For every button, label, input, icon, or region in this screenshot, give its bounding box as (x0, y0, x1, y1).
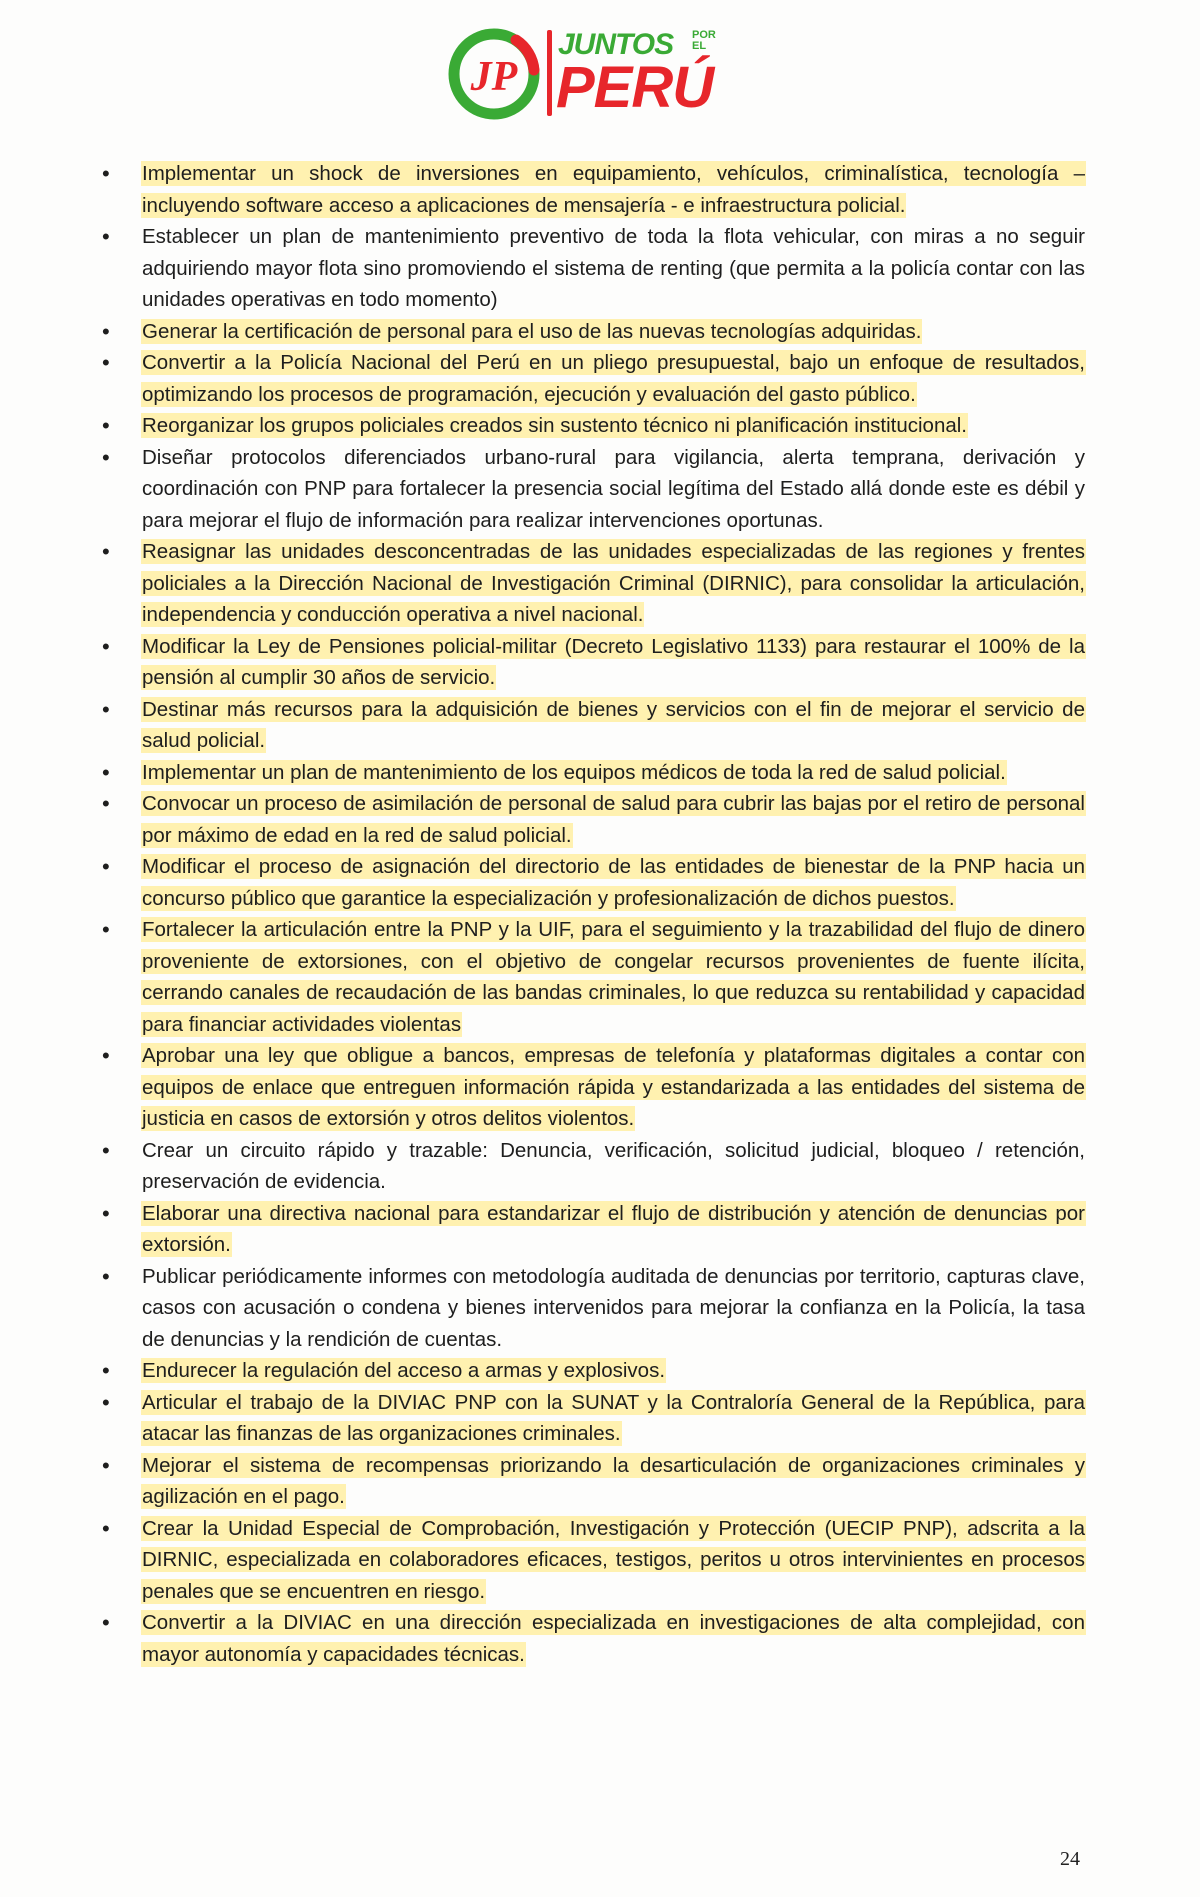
list-item-text: Reorganizar los grupos policiales creados sin sustento técnico ni planificación institucional. (142, 414, 968, 437)
list-item (100, 1135, 1085, 1198)
list-item (100, 347, 1085, 410)
bullet-icon: • (102, 1452, 110, 1478)
list-item-text-block (142, 1198, 1085, 1261)
bullet-icon: • (102, 1358, 110, 1383)
list-item-text: Diseñar protocolos diferenciados urbano-rural para vigilancia, alerta temprana, derivación y coordinación con PNP para fortalecer la presencia social legítima del Estado allá donde este es débil y para mejorar el flujo de información para realizar intervenciones oportunas. (142, 445, 1085, 532)
list-item-text-block (142, 1355, 1085, 1387)
list-item-text: Mejorar el sistema de recompensas priorizando la desarticulación de organizaciones criminales y agilización en el pago. (142, 1453, 1085, 1508)
list-item (100, 316, 1085, 348)
list-item (100, 442, 1085, 537)
list-item-text: Modificar el proceso de asignación del directorio de las entidades de bienestar de la PNP hacia un concurso público que garantice la especialización y profesionalización de dichos puestos. (142, 855, 1085, 910)
list-item-text: Reasignar las unidades desconcentradas de las unidades especializadas de las regiones y frentes policiales a la Dirección Nacional de Investigación Criminal (DIRNIC), para consolidar la articulación, independencia y conducción operativa a nivel nacional. (142, 540, 1085, 626)
list-item-text: Crear un circuito rápido y trazable: Denuncia, verificación, solicitud judicial, bloqueo / retención, preservación de evidencia. (142, 1138, 1085, 1193)
list-item-text: Establecer un plan de mantenimiento preventivo de toda la flota vehicular, con miras a no seguir adquiriendo mayor flota sino promoviendo el sistema de renting (que permita a la policía contar con las unidades operativas en todo momento) (142, 225, 1085, 311)
list-item (100, 631, 1085, 694)
bullet-icon: • (102, 791, 110, 816)
logo-text-juntos: JUNTOS (558, 28, 674, 61)
list-item-text-block (142, 1135, 1085, 1198)
list-item-text-block (142, 158, 1085, 221)
bullet-icon: • (102, 633, 110, 659)
list-item-text-block (142, 316, 1085, 348)
proposal-list (100, 158, 1085, 1670)
list-item-text: Crear la Unidad Especial de Comprobación, Investigación y Protección (UECIP PNP), adscrita a la DIRNIC, especializada en colaboradores eficaces, testigos, peritos u otros intervinientes en procesos penales que se encuentren en riesgo. (142, 1516, 1085, 1603)
list-item-text: Fortalecer la articulación entre la PNP y la UIF, para el seguimiento y la trazabilidad del flujo de dinero proveniente de extorsiones, con el objetivo de congelar recursos provenientes de fuente ilícita, cerrando canales de recaudación de las bandas criminales, lo que reduzca su rentabilidad y capacidad para financiar actividades violentas (142, 918, 1085, 1036)
bullet-icon: • (102, 696, 110, 722)
bullet-icon: • (102, 318, 110, 344)
list-item (100, 1450, 1085, 1513)
list-item-text: Endurecer la regulación del acceso a armas y explosivos. (142, 1359, 666, 1382)
bullet-icon: • (102, 161, 110, 186)
list-item-text: Implementar un shock de inversiones en equipamiento, vehículos, criminalística, tecnología – incluyendo software acceso a aplicaciones de mensajería - e infraestructura policial. (142, 162, 1085, 217)
list-item-text-block (142, 631, 1085, 694)
bullet-icon: • (102, 444, 110, 470)
bullet-icon: • (102, 1389, 110, 1415)
list-item-text-block (142, 1387, 1085, 1450)
list-item-text: Convocar un proceso de asimilación de personal de salud para cubrir las bajas por el retiro de personal por máximo de edad en la red de salud policial. (142, 792, 1085, 847)
bullet-icon: • (102, 917, 110, 942)
list-item-text: Generar la certificación de personal para el uso de las nuevas tecnologías adquiridas. (142, 319, 922, 343)
bullet-icon: • (102, 539, 110, 564)
list-item (100, 221, 1085, 316)
bullet-icon: • (102, 1043, 110, 1068)
list-item-text-block (142, 442, 1085, 537)
list-item (100, 1261, 1085, 1356)
bullet-icon: • (102, 1137, 110, 1163)
list-item-text-block (142, 1261, 1085, 1356)
list-item-text-block (142, 694, 1085, 757)
list-item (100, 757, 1085, 789)
list-item-text-block (142, 851, 1085, 914)
bullet-icon: • (102, 1610, 110, 1635)
list-item (100, 1198, 1085, 1261)
list-item (100, 851, 1085, 914)
bullet-icon: • (102, 413, 110, 438)
list-item (100, 1040, 1085, 1135)
list-item-text: Destinar más recursos para la adquisición de bienes y servicios con el fin de mejorar el servicio de salud policial. (142, 697, 1085, 752)
bullet-icon: • (102, 854, 110, 879)
list-item-text-block (142, 757, 1085, 789)
list-item-text: Modificar la Ley de Pensiones policial-militar (Decreto Legislativo 1133) para restaurar el 100% de la pensión al cumplir 30 años de servicio. (142, 634, 1085, 689)
list-item (100, 1355, 1085, 1387)
list-item-text: Elaborar una directiva nacional para estandarizar el flujo de distribución y atención de denuncias por extorsión. (142, 1201, 1085, 1256)
logo-text-peru: PERÚ (556, 55, 714, 120)
list-item-text: Aprobar una ley que obligue a bancos, empresas de telefonía y plataformas digitales a contar con equipos de enlace que entreguen información rápida y estandarizada a las entidades del sistema de justicia en casos de extorsión y otros delitos violentos. (142, 1044, 1085, 1130)
list-item (100, 1607, 1085, 1670)
list-item-text: Implementar un plan de mantenimiento de los equipos médicos de toda la red de salud policial. (142, 760, 1006, 784)
list-item-text: Publicar periódicamente informes con metodología auditada de denuncias por territorio, capturas clave, casos con acusación o condena y bienes intervenidos para mejorar la confianza en la Policía, la tasa de denuncias y la rendición de cuentas. (142, 1264, 1085, 1351)
bullet-icon: • (102, 224, 110, 249)
bullet-icon: • (102, 759, 110, 785)
list-item (100, 536, 1085, 631)
list-item-text: Convertir a la DIVIAC en una dirección especializada en investigaciones de alta complejidad, con mayor autonomía y capacidades técnicas. (142, 1611, 1085, 1666)
page-number: 24 (1060, 1848, 1080, 1870)
list-item-text-block (142, 1513, 1085, 1608)
list-item-text-block (142, 1607, 1085, 1670)
jp-logo-icon (446, 24, 542, 120)
list-item-text-block (142, 221, 1085, 316)
list-item-text-block (142, 788, 1085, 851)
list-item-text-block (142, 347, 1085, 410)
bullet-icon: • (102, 1515, 110, 1541)
bullet-icon: • (102, 1200, 110, 1226)
list-item-text-block (142, 536, 1085, 631)
list-item-text-block (142, 914, 1085, 1040)
list-item-text-block (142, 1450, 1085, 1513)
list-item-text-block (142, 1040, 1085, 1135)
bullet-icon: • (102, 350, 110, 375)
list-item-text-block (142, 410, 1085, 442)
list-item (100, 158, 1085, 221)
list-item (100, 914, 1085, 1040)
list-item-text: Convertir a la Policía Nacional del Perú en un pliego presupuestal, bajo un enfoque de resultados, optimizando los procesos de programación, ejecución y evaluación del gasto público. (142, 351, 1085, 406)
bullet-icon: • (102, 1263, 110, 1289)
list-item (100, 694, 1085, 757)
list-item (100, 410, 1085, 442)
list-item (100, 1513, 1085, 1608)
logo-initials: JP (470, 54, 518, 100)
logo-text-por-el: POR EL (692, 29, 716, 52)
list-item (100, 1387, 1085, 1450)
list-item (100, 788, 1085, 851)
list-item-text: Articular el trabajo de la DIVIAC PNP con la SUNAT y la Contraloría General de la República, para atacar las finanzas de las organizaciones criminales. (142, 1390, 1085, 1445)
logo-divider (547, 30, 552, 116)
party-logo (446, 24, 736, 124)
